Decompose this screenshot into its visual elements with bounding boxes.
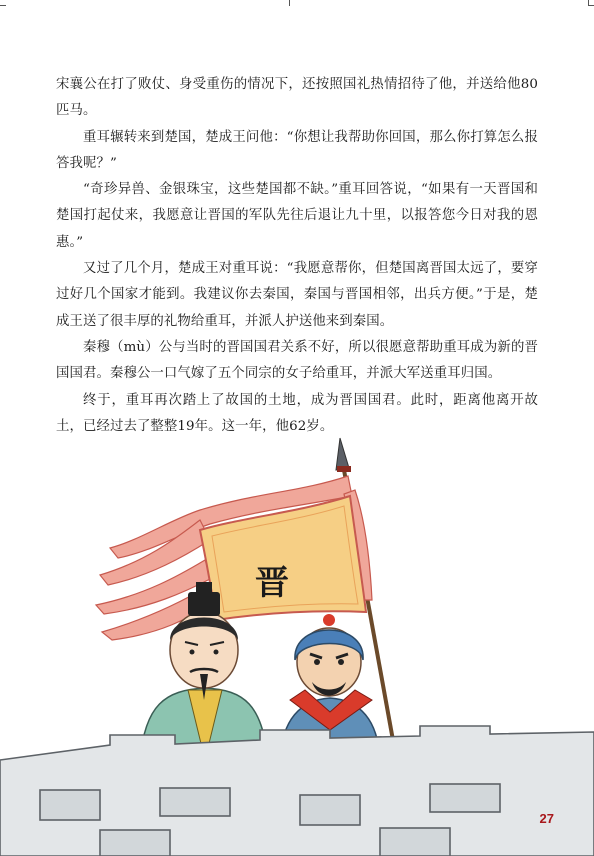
page-number: 27 xyxy=(539,811,554,826)
paragraph: 重耳辗转来到楚国，楚成王问他：“你想让我帮助你回国，那么你打算怎么报答我呢？” xyxy=(56,129,538,171)
flag-character: 晋 xyxy=(255,563,289,603)
city-wall xyxy=(0,726,594,856)
story-text xyxy=(56,72,538,440)
paragraph: “奇珍异兽、金银珠宝，这些楚国都不缺。”重耳回答说，“如果有一天晋国和楚国打起仗来，我愿意让晋国的军队先往后退让九十里，以报答您今日对我的恩惠。” xyxy=(56,182,538,250)
illustration xyxy=(0,430,594,856)
crop-mark xyxy=(588,0,589,6)
crop-mark xyxy=(289,0,290,6)
crop-mark xyxy=(0,5,6,6)
paragraph: 又过了几个月，楚成王对重耳说：“我愿意帮你，但楚国离晋国太远了，要穿过好几个国家才能到。我建议你去秦国，秦国与晋国相邻，出兵方便。”于是，楚成王送了很丰厚的礼物给重耳，并派人护送他来到秦国。 xyxy=(56,261,538,329)
paragraph: 秦穆（mù）公与当时的晋国国君关系不好，所以很愿意帮助重耳成为新的晋国国君。秦穆公一口气嫁了五个同宗的女子给重耳，并派大军送重耳归国。 xyxy=(56,339,538,382)
paragraph: 终于，重耳再次踏上了故国的土地，成为晋国国君。此时，距离他离开故土，已经过去了整整19年。这一年，他62岁。 xyxy=(56,392,538,434)
paragraph: 宋襄公在打了败仗、身受重伤的情况下，还按照国礼热情招待了他，并送给他80匹马。 xyxy=(56,77,538,119)
